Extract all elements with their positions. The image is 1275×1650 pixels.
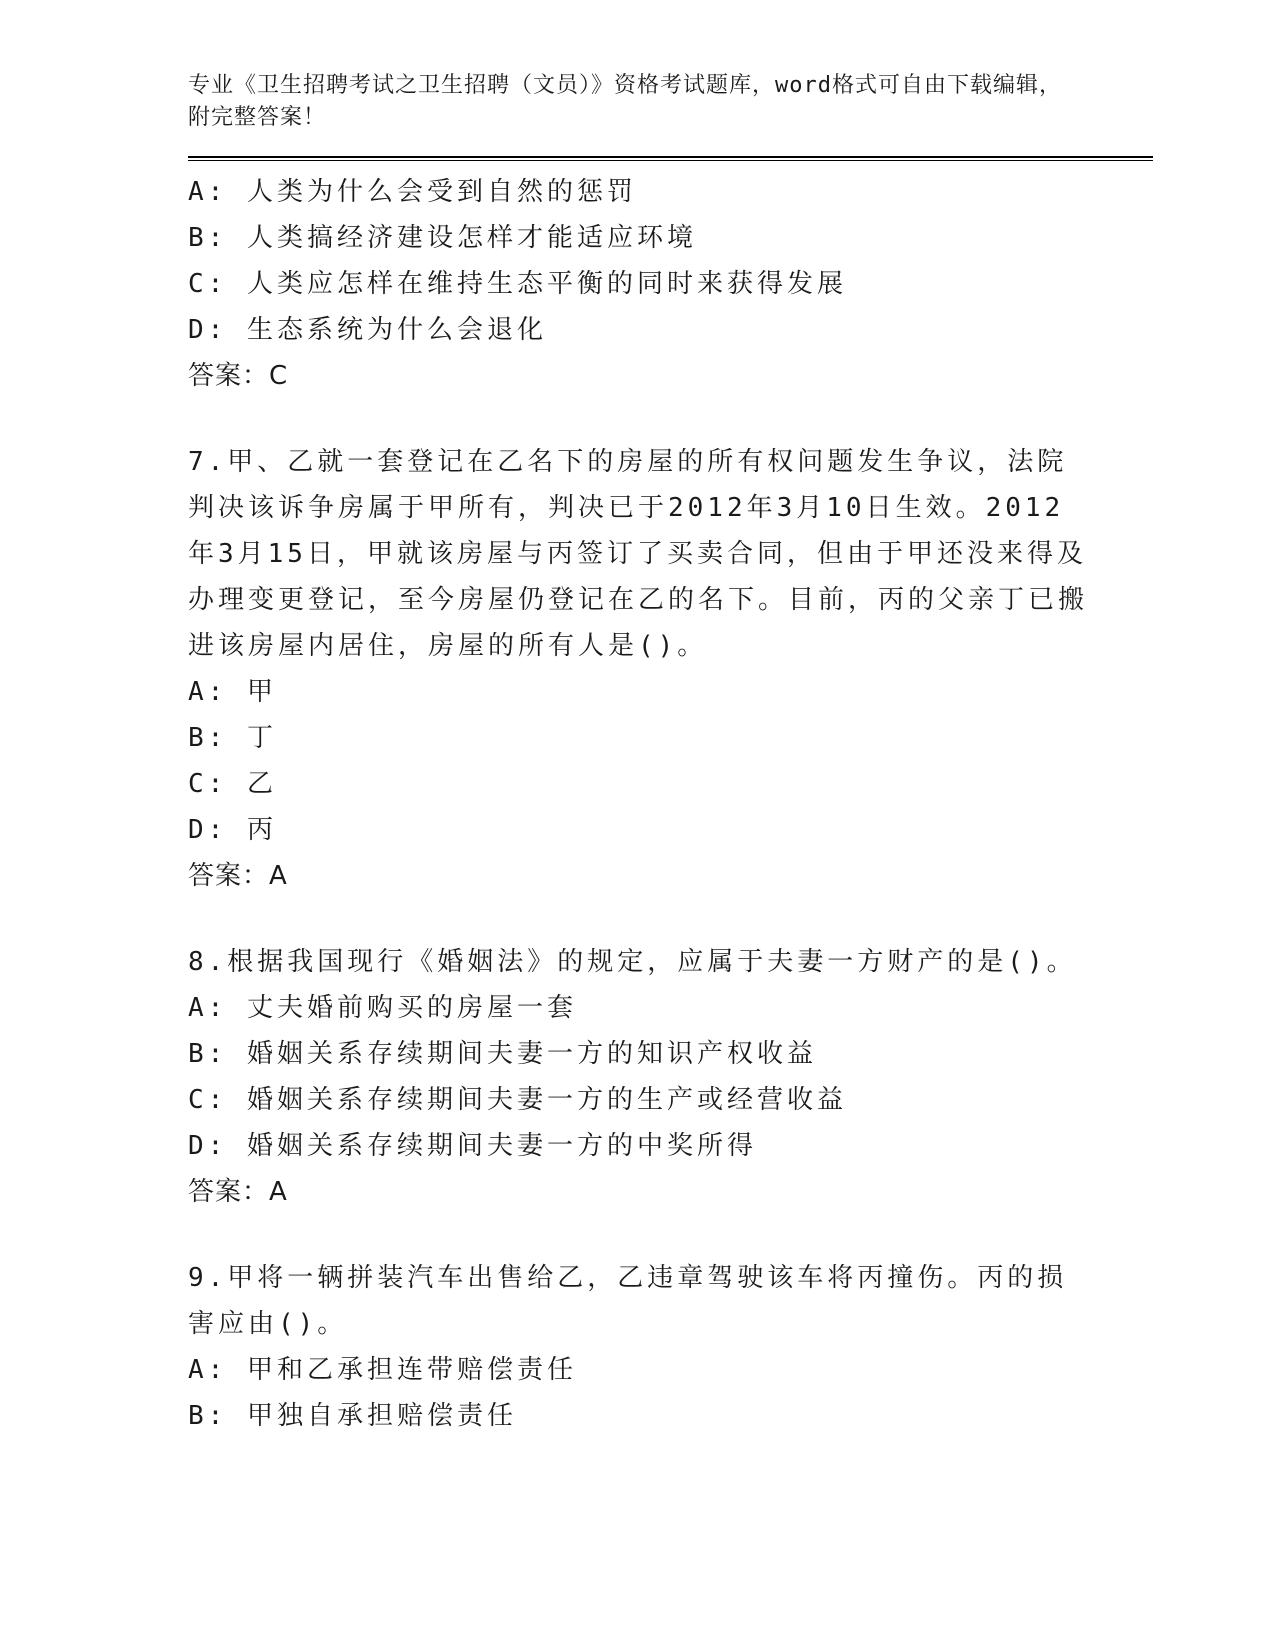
- question-6-block: [188, 169, 1148, 399]
- option-d: D: 婚姻关系存续期间夫妻一方的中奖所得: [188, 1131, 757, 1161]
- document-header: 专业《卫生招聘考试之卫生招聘（文员）》资格考试题库，word格式可自由下载编辑，附完整答案！: [188, 73, 1062, 130]
- option-d: D: 丙: [188, 815, 277, 845]
- option-c: C: 人类应怎样在维持生态平衡的同时来获得发展: [188, 269, 847, 299]
- option-b: B: 人类搞经济建设怎样才能适应环境: [188, 223, 697, 253]
- option-d: D: 生态系统为什么会退化: [188, 315, 547, 345]
- option-a: A: 甲和乙承担连带赔偿责任: [188, 1355, 577, 1385]
- header-divider: [188, 156, 1153, 161]
- question-8-block: [188, 939, 1148, 1215]
- question-7-block: [188, 439, 1148, 899]
- spacer: [188, 1215, 1148, 1255]
- question-stem: 9.甲将一辆拼装汽车出售给乙，乙违章驾驶该车将丙撞伤。丙的损害应由()。: [188, 1263, 1068, 1339]
- answer: 答案：A: [188, 1177, 288, 1207]
- answer: 答案：A: [188, 861, 288, 891]
- spacer: [188, 899, 1148, 939]
- document-page: [188, 70, 1148, 1439]
- question-stem: 8.根据我国现行《婚姻法》的规定，应属于夫妻一方财产的是()。: [188, 947, 1077, 977]
- option-c: C: 婚姻关系存续期间夫妻一方的生产或经营收益: [188, 1085, 847, 1115]
- option-b: B: 婚姻关系存续期间夫妻一方的知识产权收益: [188, 1039, 817, 1069]
- option-c: C: 乙: [188, 769, 277, 799]
- option-b: B: 甲独自承担赔偿责任: [188, 1401, 517, 1431]
- question-stem: 7.甲、乙就一套登记在乙名下的房屋的所有权问题发生争议，法院判决该诉争房属于甲所有，判决已于2012年3月10日生效。2012年3月15日，甲就该房屋与丙签订了买卖合同，但由于甲还没来得及办理变更登记，至今房屋仍登记在乙的名下。目前，丙的父亲丁已搬进该房屋内居住，房屋的所有人是()。: [188, 447, 1089, 661]
- option-a: A: 甲: [188, 677, 277, 707]
- question-9-block: [188, 1255, 1148, 1439]
- option-a: A: 人类为什么会受到自然的惩罚: [188, 177, 637, 207]
- spacer: [188, 399, 1148, 439]
- option-b: B: 丁: [188, 723, 277, 753]
- option-a: A: 丈夫婚前购买的房屋一套: [188, 993, 577, 1023]
- answer: 答案：C: [188, 361, 289, 391]
